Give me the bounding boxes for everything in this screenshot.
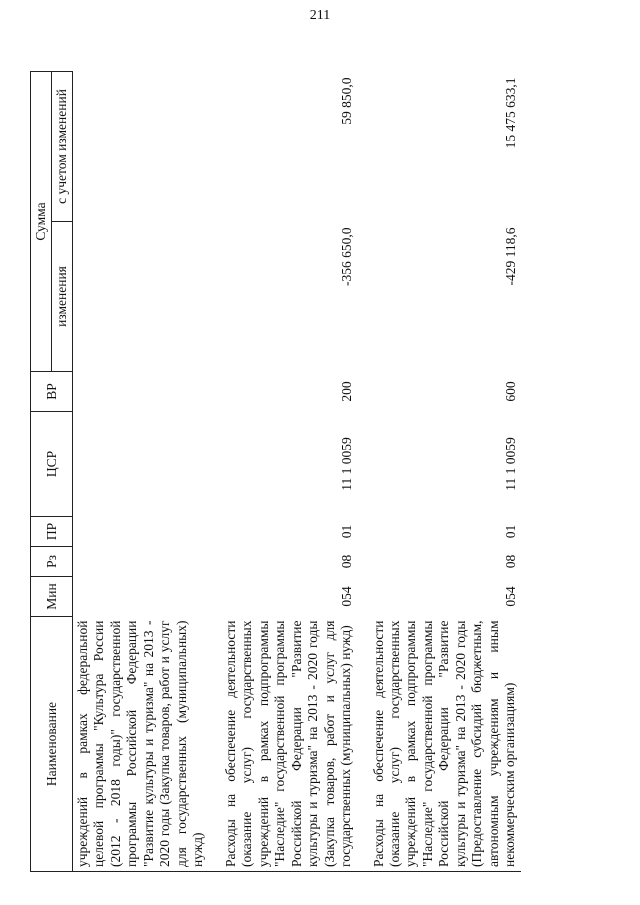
- header-min: Мин: [31, 577, 73, 617]
- row-spacer: [357, 71, 369, 871]
- header-csr: ЦСР: [31, 412, 73, 517]
- row-total: 59 850,0: [338, 77, 354, 125]
- row-name: учреждений в рамках федеральной целевой программы "Культура России (2012 - 2018 годы)" государственной программы Российской Федерации "Развитие культуры и туризма" на 2013 - 2020 годы (Закупка товаров, работ и услуг для государственных (муниципальных) нужд): [73, 617, 209, 872]
- table-row: [369, 71, 521, 871]
- header-changes: изменения: [52, 222, 73, 372]
- header-vr: ВР: [31, 372, 73, 412]
- row-csr: 11 1 0059: [338, 437, 354, 491]
- budget-table: [30, 71, 521, 872]
- row-pr: [73, 517, 209, 547]
- header-rz: Рз: [31, 547, 73, 577]
- row-vr: 600: [502, 381, 518, 402]
- row-csr: 11 1 0059: [502, 437, 518, 491]
- row-change: -429 118,6: [502, 227, 518, 286]
- row-vr: [73, 372, 209, 412]
- row-total: 15 475 633,1: [502, 77, 518, 149]
- table-row: [73, 71, 209, 871]
- rotated-table-sheet: [30, 72, 610, 872]
- header-sum: Сумма: [31, 71, 52, 371]
- header-with-changes: с учетом изменений: [52, 71, 73, 221]
- row-csr: [73, 412, 209, 517]
- table-row: [221, 71, 357, 871]
- header-name: Наименование: [31, 617, 73, 872]
- row-vr: 200: [338, 381, 354, 402]
- row-name: Расходы на обеспечение деятельности (оказание услуг) государственных учреждений в рамках подпрограммы "Наследие" государственной программы Российской Федерации "Развитие культуры и туризма" на 2013 - 2020 годы (Закупка товаров, работ и услуг для государственных (муниципальных) нужд): [221, 617, 357, 872]
- row-pr: 01: [338, 524, 354, 539]
- header-pr: ПР: [31, 517, 73, 547]
- row-rz: 08: [338, 554, 354, 569]
- row-change: [73, 222, 209, 372]
- page-number: 211: [309, 8, 331, 23]
- row-rz: [73, 547, 209, 577]
- row-total: [73, 71, 209, 221]
- row-pr: 01: [502, 524, 518, 539]
- row-min: 054: [338, 586, 354, 607]
- row-rz: 08: [502, 554, 518, 569]
- row-min: 054: [502, 586, 518, 607]
- row-min: [73, 577, 209, 617]
- row-name: Расходы на обеспечение деятельности (оказание услуг) государственных учреждений в рамках подпрограммы "Наследие" государственной программы Российской Федерации "Развитие культуры и туризма" на 2013 - 2020 годы (Предоставление субсидий бюджетным, автономным учреждениям и иным некоммерческим организациям): [369, 617, 521, 872]
- row-spacer: [209, 71, 221, 871]
- row-change: -356 650,0: [338, 227, 354, 286]
